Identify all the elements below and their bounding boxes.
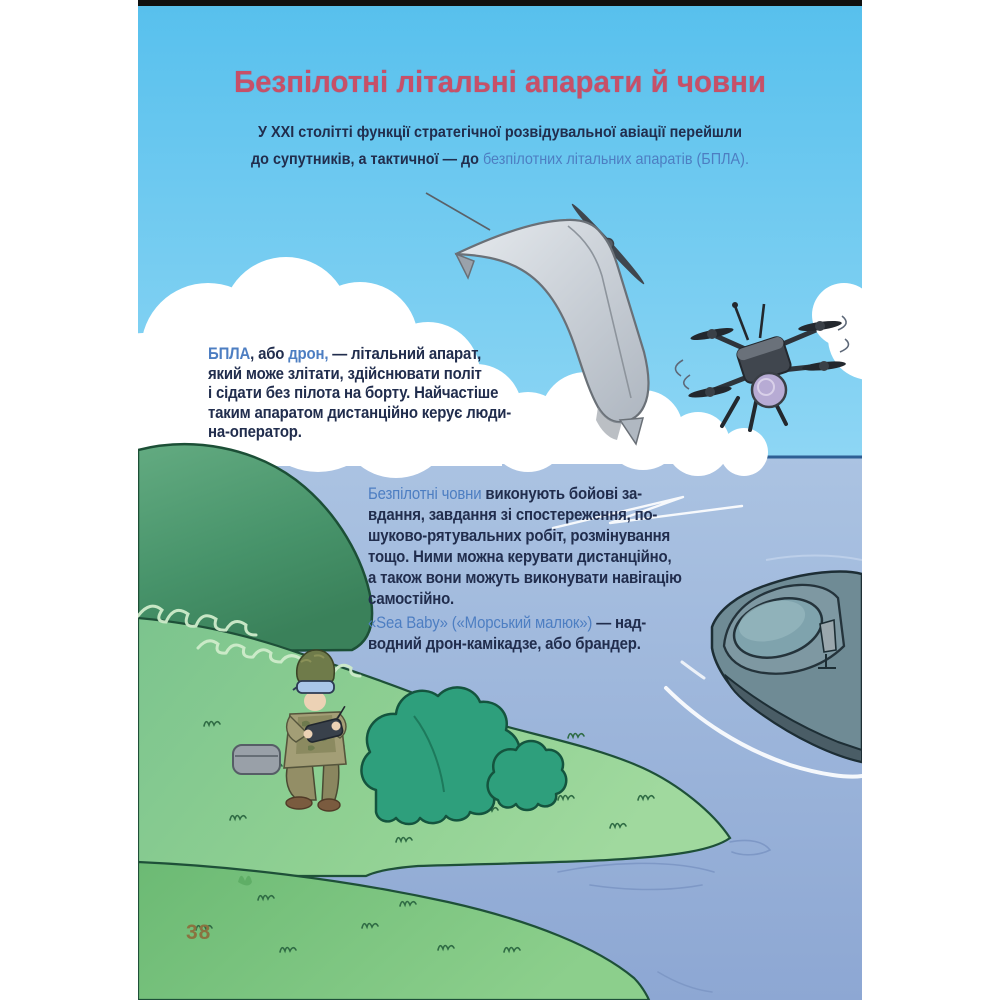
page-number: 38	[186, 921, 212, 944]
equipment-case	[233, 745, 280, 774]
intro-paragraph	[174, 119, 826, 173]
intro-line-1: У XXI столітті функції стратегічної розвідувальної авіації перейшли	[258, 124, 742, 141]
seababy-paragraph: «Sea Baby» («Морський малюк») — над-	[368, 613, 647, 632]
page-top-border	[138, 0, 862, 6]
term-bpla: БПЛА	[208, 344, 251, 363]
uav-term-highlight: безпілотних літальних апаратів (БПЛА).	[482, 151, 749, 168]
book-page	[138, 0, 862, 1000]
term-dron: дрон,	[288, 344, 329, 363]
intro-line-2: до супутників, а тактичної — до безпілотних літальних апаратів (БПЛА).	[251, 151, 749, 168]
term-unmanned-boats: Безпілотні човни	[368, 484, 482, 503]
page-title: Безпілотні літальні апарати й човни	[234, 64, 766, 99]
uav-paragraph: БПЛА, або дрон, — літальний апарат, який може злітати, здійснювати політ і сідати без пілота на борту. Найчастіше таким апаратом дистанційно керує люди- на-оператор.	[208, 344, 512, 442]
boats-paragraph: Безпілотні човни виконують бойові за- вдання, завдання зі спостереження, по- шуково-рятувальних робіт, розмінування тощо. Ними можна керувати дистанційно, а також вони можуть виконувати навігацію самостійно. «Sea Baby» («Морський малюк») — над- водний дрон-камікадзе, або брандер.	[368, 484, 682, 653]
term-sea-baby: «Sea Baby» («Морський малюк»)	[368, 613, 593, 632]
